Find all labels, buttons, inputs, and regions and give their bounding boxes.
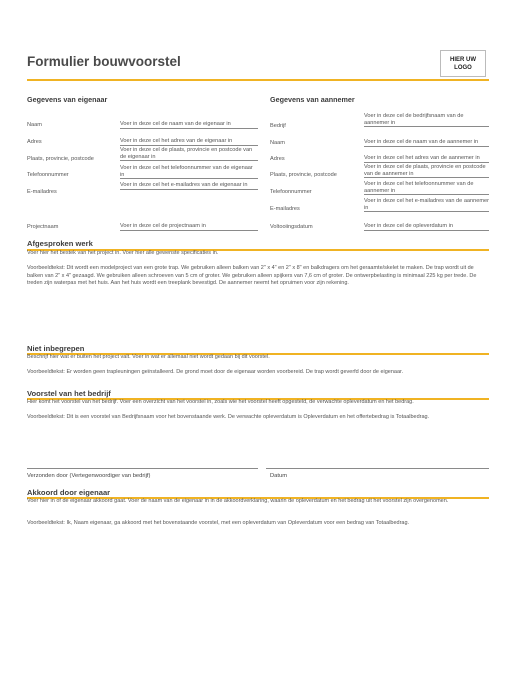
agreement-example[interactable]: Voorbeeldtekst: Ik, Naam eigenaar, ga akkoord met het bovenstaande voorstel, met een opleverdatum van Opleverdatum voor een bedrag van Totaalbedrag. <box>27 520 410 526</box>
proposal-heading: Voorstel van het bedrijf <box>27 389 111 398</box>
date-line[interactable] <box>266 468 489 469</box>
agreement-intro[interactable]: Voer hier in of de eigenaar akkoord gaat. Voer de naam van de eigenaar in in de akkoordverklaring, waarin de opleverdatum en het bedrag uit het voorstel zijn overgenomen. <box>27 498 449 504</box>
owner-label-project: Projectnaam <box>27 224 59 230</box>
owner-label-email: E-mailadres <box>27 189 57 195</box>
proposal-intro[interactable]: Hier komt het voorstel van het bedrijf. Voer een overzicht van het voorstel in, zoals wie het voorstel heeft opgesteld, de verwachte opleverdatum en het bedrag. <box>27 399 414 405</box>
logo-placeholder[interactable] <box>440 50 486 77</box>
contractor-name-field[interactable]: Voer in deze cel de naam van de aannemer in <box>364 139 489 147</box>
work-heading: Afgesproken werk <box>27 239 93 248</box>
contractor-label-company: Bedrijf <box>270 123 286 129</box>
contractor-label-name: Naam <box>270 140 285 146</box>
contractor-label-address: Adres <box>270 156 285 162</box>
contractor-city-field[interactable]: Voer in deze cel de plaats, provincie en postcode van de aannemer in <box>364 164 489 178</box>
contractor-label-city: Plaats, provincie, postcode <box>270 172 337 178</box>
agreement-heading: Akkoord door eigenaar <box>27 488 111 497</box>
owner-heading: Gegevens van eigenaar <box>27 95 108 104</box>
sent-by-label: Verzonden door (Vertegenwoordiger van bedrijf) <box>27 473 151 479</box>
excluded-example[interactable]: Voorbeeldtekst: Er worden geen trapleuningen geïnstalleerd. De grond moet door de eigenaar worden voorbereid. De trap wordt geverfd door de eigenaar. <box>27 369 404 375</box>
owner-label-name: Naam <box>27 122 42 128</box>
work-example[interactable]: Voorbeeldtekst: Dit wordt een modelproject van een grote trap. We gebruiken alleen balken van 2" x 4" en 2" x 8" en balkdragers om het geraamte/skelet te maken. De trap wordt uit de balken van 2" x 4" gezaagd. We gebruiken alleen schroeven van 5 cm of groter. We gebruiken alleen spijkers van 7,6 cm of groter. De ontwerpbelasting is minimaal 225 kg per trede. De treden zijn waterpas met het huis. Aan het huis wordt een treeplank bevestigd. De aannemer neemt het opruimen voor zijn rekening. <box>27 265 477 286</box>
excluded-heading: Niet inbegrepen <box>27 344 85 353</box>
contractor-label-email: E-mailadres <box>270 206 300 212</box>
contractor-label-completion: Voltooiingsdatum <box>270 224 313 230</box>
owner-label-city: Plaats, provincie, postcode <box>27 156 94 162</box>
proposal-example[interactable]: Voorbeeldtekst: Dit is een voorstel van Bedrijfsnaam voor het bovenstaande werk. De verwachte opleverdatum is Opleverdatum en het offertebedrag is Totaalbedrag. <box>27 414 430 420</box>
contractor-label-phone: Telefoonnummer <box>270 189 312 195</box>
contractor-address-field[interactable]: Voer in deze cel het adres van de aannemer in <box>364 155 489 163</box>
signature-line[interactable] <box>27 468 258 469</box>
excluded-intro[interactable]: Beschrijf hier wat er buiten het project valt. Voer in wat er allemaal niet wordt gedaan bij dit voorstel. <box>27 354 270 360</box>
owner-address-field[interactable]: Voer in deze cel het adres van de eigenaar in <box>120 138 258 146</box>
contractor-phone-field[interactable]: Voer in deze cel het telefoonnummer van de aannemer in <box>364 181 489 195</box>
owner-email-field[interactable]: Voer in deze cel het e-mailadres van de eigenaar in <box>120 182 258 190</box>
page-title: Formulier bouwvoorstel <box>27 54 181 69</box>
owner-label-phone: Telefoonnummer <box>27 172 69 178</box>
logo-line-1: HIER UW <box>450 56 476 63</box>
project-name-field[interactable]: Voer in deze cel de projectnaam in <box>120 223 258 231</box>
header-rule <box>27 79 489 81</box>
owner-name-field[interactable]: Voer in deze cel de naam van de eigenaar in <box>120 121 258 129</box>
owner-city-field[interactable]: Voer in deze cel de plaats, provincie en postcode van de eigenaar in <box>120 147 258 161</box>
work-intro[interactable]: Voer hier het bestek van het project in. Voer hier alle gewenste specificaties in. <box>27 250 219 256</box>
contractor-heading: Gegevens van aannemer <box>270 95 355 104</box>
contractor-company-field[interactable]: Voer in deze cel de bedrijfsnaam van de aannemer in <box>364 113 489 127</box>
logo-line-2: LOGO <box>454 64 472 71</box>
contractor-email-field[interactable]: Voer in deze cel het e-mailadres van de aannemer in <box>364 198 490 211</box>
owner-label-address: Adres <box>27 139 42 145</box>
date-label: Datum <box>270 473 288 479</box>
completion-date-field[interactable]: Voer in deze cel de opleverdatum in <box>364 223 489 231</box>
owner-phone-field[interactable]: Voer in deze cel het telefoonnummer van de eigenaar in <box>120 165 258 179</box>
